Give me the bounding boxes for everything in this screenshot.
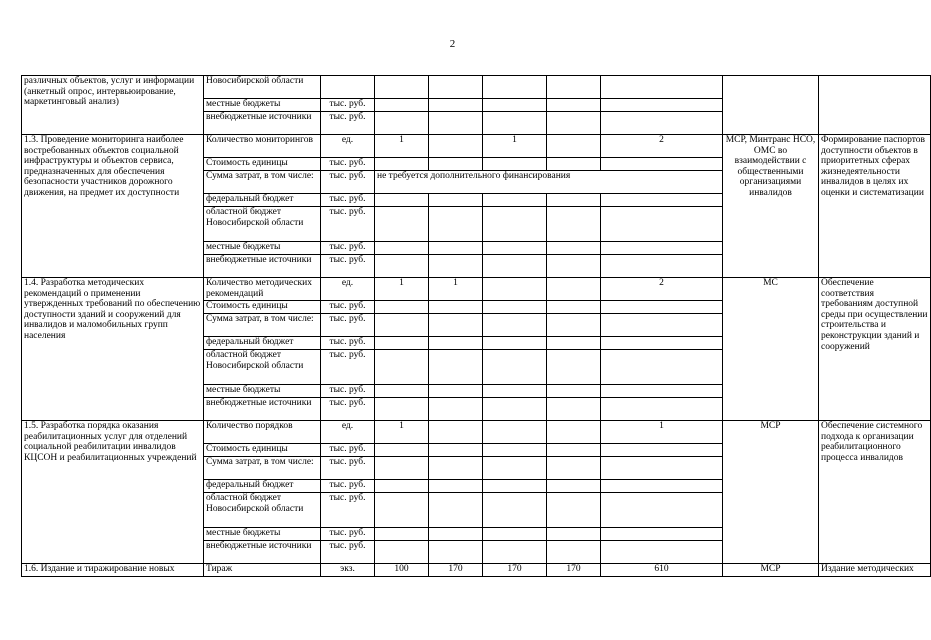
unit-cell: тыс. руб. (321, 337, 375, 350)
value-cell (483, 337, 547, 350)
indicator-cell: областной бюджет Новосибирской области (204, 207, 321, 242)
value-cell (375, 76, 429, 99)
value-cell (375, 444, 429, 457)
indicator-cell: Сумма затрат, в том числе: (204, 457, 321, 480)
value-cell (429, 135, 483, 158)
value-cell (483, 112, 547, 135)
unit-cell: экз. (321, 564, 375, 577)
value-cell (547, 194, 601, 207)
value-cell (429, 301, 483, 314)
task-cell: 1.3. Проведение мониторинга наиболее востребованных объектов социальной инфраструктуры и объектов сервиса, предназначенных для обеспечения безопасности участников дорожного движения, на предмет их доступности (22, 135, 204, 278)
value-cell (483, 398, 547, 421)
indicator-cell: Количество методических рекомендаций (204, 278, 321, 301)
result-cell: Обеспечение системного подхода к организации реабилитационного процесса инвалидов (819, 421, 931, 564)
value-cell (601, 398, 723, 421)
value-cell (429, 158, 483, 171)
value-cell (547, 158, 601, 171)
indicator-cell: Новосибирской области (204, 76, 321, 99)
value-cell (375, 255, 429, 278)
value-cell (547, 135, 601, 158)
unit-cell: ед. (321, 421, 375, 444)
value-cell (483, 76, 547, 99)
value-cell (375, 158, 429, 171)
value-cell (547, 541, 601, 564)
measures-table (21, 75, 931, 577)
value-cell (429, 242, 483, 255)
value-cell (601, 493, 723, 528)
value-cell (601, 301, 723, 314)
indicator-cell: внебюджетные источники (204, 112, 321, 135)
value-cell: 2 (601, 278, 723, 301)
value-cell (375, 493, 429, 528)
task-cell: 1.6. Издание и тиражирование новых (22, 564, 204, 577)
indicator-cell: внебюджетные источники (204, 255, 321, 278)
result-cell: Издание методических (819, 564, 931, 577)
unit-cell: тыс. руб. (321, 242, 375, 255)
unit-cell: тыс. руб. (321, 255, 375, 278)
value-cell (375, 337, 429, 350)
value-cell (483, 350, 547, 385)
value-cell (429, 385, 483, 398)
value-cell (547, 112, 601, 135)
unit-cell: тыс. руб. (321, 301, 375, 314)
indicator-cell: внебюджетные источники (204, 398, 321, 421)
table-row (22, 76, 931, 99)
value-cell (375, 398, 429, 421)
value-cell: 170 (547, 564, 601, 577)
value-cell (429, 480, 483, 493)
value-cell: 170 (483, 564, 547, 577)
value-cell (429, 444, 483, 457)
value-cell (375, 242, 429, 255)
value-cell (483, 444, 547, 457)
unit-cell: ед. (321, 135, 375, 158)
table-row (22, 278, 931, 301)
value-cell (429, 528, 483, 541)
value-cell (601, 314, 723, 337)
indicator-cell: местные бюджеты (204, 528, 321, 541)
result-cell: Обеспечение соответствия требованиям доступной среды при осуществлении строительства и реконструкции зданий и сооружений (819, 278, 931, 421)
value-cell (483, 194, 547, 207)
value-cell (601, 242, 723, 255)
unit-cell: тыс. руб. (321, 541, 375, 564)
value-cell (429, 255, 483, 278)
unit-cell: тыс. руб. (321, 444, 375, 457)
value-cell (483, 457, 547, 480)
unit-cell: тыс. руб. (321, 528, 375, 541)
value-cell: 170 (429, 564, 483, 577)
indicator-cell: местные бюджеты (204, 242, 321, 255)
executor-cell: МСР (723, 564, 819, 577)
value-cell (375, 541, 429, 564)
value-cell (547, 255, 601, 278)
value-cell (375, 301, 429, 314)
task-cell: различных объектов, услуг и информации (анкетный опрос, интервьюирование, маркетинговый анализ) (22, 76, 204, 135)
value-cell (483, 99, 547, 112)
unit-cell: тыс. руб. (321, 493, 375, 528)
value-cell (429, 398, 483, 421)
value-cell: 100 (375, 564, 429, 577)
unit-cell: тыс. руб. (321, 314, 375, 337)
value-cell (601, 112, 723, 135)
page-number: 2 (449, 38, 456, 50)
value-cell (375, 528, 429, 541)
value-cell (429, 76, 483, 99)
value-cell (483, 278, 547, 301)
value-cell (483, 158, 547, 171)
value-cell (483, 314, 547, 337)
indicator-cell: местные бюджеты (204, 99, 321, 112)
indicator-cell: федеральный бюджет (204, 480, 321, 493)
value-cell (429, 337, 483, 350)
value-cell (601, 528, 723, 541)
value-cell (601, 207, 723, 242)
value-cell (429, 112, 483, 135)
executor-cell: МС (723, 278, 819, 421)
value-cell (547, 207, 601, 242)
value-cell: 1 (375, 278, 429, 301)
value-cell (547, 457, 601, 480)
value-cell (547, 398, 601, 421)
value-cell (547, 76, 601, 99)
value-cell: 1 (483, 135, 547, 158)
indicator-cell: местные бюджеты (204, 385, 321, 398)
indicator-cell: внебюджетные источники (204, 541, 321, 564)
indicator-cell: Сумма затрат, в том числе: (204, 314, 321, 337)
executor-cell (723, 76, 819, 135)
indicator-cell: Стоимость единицы (204, 158, 321, 171)
value-cell (601, 350, 723, 385)
value-cell (483, 421, 547, 444)
value-cell (547, 480, 601, 493)
result-cell (819, 76, 931, 135)
value-cell (375, 457, 429, 480)
financing-note: не требуется дополнительного финансирования (375, 171, 723, 194)
value-cell (601, 444, 723, 457)
unit-cell: тыс. руб. (321, 99, 375, 112)
indicator-cell: Стоимость единицы (204, 301, 321, 314)
value-cell (601, 385, 723, 398)
unit-cell: тыс. руб. (321, 207, 375, 242)
indicator-cell: Сумма затрат, в том числе: (204, 171, 321, 194)
value-cell: 610 (601, 564, 723, 577)
value-cell (547, 444, 601, 457)
value-cell (483, 480, 547, 493)
value-cell (601, 99, 723, 112)
unit-cell: тыс. руб. (321, 350, 375, 385)
value-cell (601, 255, 723, 278)
value-cell (429, 541, 483, 564)
value-cell (601, 480, 723, 493)
value-cell (601, 337, 723, 350)
table-row (22, 564, 931, 577)
unit-cell: ед. (321, 278, 375, 301)
value-cell: 2 (601, 135, 723, 158)
value-cell (375, 194, 429, 207)
value-cell (547, 337, 601, 350)
indicator-cell: Количество порядков (204, 421, 321, 444)
value-cell (429, 314, 483, 337)
result-cell: Формирование паспортов доступности объектов в приоритетных сферах жизнедеятельности инвалидов в целях их оценки и систематизации (819, 135, 931, 278)
value-cell (375, 112, 429, 135)
unit-cell: тыс. руб. (321, 171, 375, 194)
indicator-cell: областной бюджет Новосибирской области (204, 350, 321, 385)
value-cell: 1 (601, 421, 723, 444)
executor-cell: МСР, Минтранс НСО, ОМС во взаимодействии с общественными организациями инвалидов (723, 135, 819, 278)
value-cell (483, 493, 547, 528)
value-cell (547, 421, 601, 444)
value-cell (601, 158, 723, 171)
value-cell (601, 76, 723, 99)
value-cell (375, 385, 429, 398)
value-cell (547, 278, 601, 301)
executor-cell: МСР (723, 421, 819, 564)
indicator-cell: федеральный бюджет (204, 337, 321, 350)
value-cell (375, 207, 429, 242)
value-cell (601, 457, 723, 480)
value-cell (547, 301, 601, 314)
table-row (22, 135, 931, 158)
value-cell (483, 207, 547, 242)
indicator-cell: Стоимость единицы (204, 444, 321, 457)
task-cell: 1.4. Разработка методических рекомендаций о применении утвержденных требований по обеспечению доступности зданий и сооружений для инвалидов и маломобильных групп населения (22, 278, 204, 421)
unit-cell: тыс. руб. (321, 158, 375, 171)
value-cell (547, 314, 601, 337)
value-cell (547, 242, 601, 255)
unit-cell: тыс. руб. (321, 112, 375, 135)
value-cell (547, 528, 601, 541)
value-cell (483, 528, 547, 541)
indicator-cell: Количество мониторингов (204, 135, 321, 158)
value-cell (375, 314, 429, 337)
value-cell (483, 541, 547, 564)
value-cell (483, 385, 547, 398)
value-cell: 1 (375, 421, 429, 444)
value-cell (429, 350, 483, 385)
value-cell (547, 385, 601, 398)
value-cell (483, 255, 547, 278)
value-cell: 1 (375, 135, 429, 158)
value-cell (547, 350, 601, 385)
value-cell (601, 541, 723, 564)
value-cell (375, 480, 429, 493)
value-cell (547, 493, 601, 528)
indicator-cell: федеральный бюджет (204, 194, 321, 207)
unit-cell: тыс. руб. (321, 457, 375, 480)
indicator-cell: Тираж (204, 564, 321, 577)
value-cell (375, 99, 429, 112)
value-cell (483, 301, 547, 314)
value-cell: 1 (429, 278, 483, 301)
value-cell (429, 207, 483, 242)
value-cell (429, 99, 483, 112)
value-cell (483, 242, 547, 255)
unit-cell: тыс. руб. (321, 480, 375, 493)
unit-cell: тыс. руб. (321, 385, 375, 398)
value-cell (429, 194, 483, 207)
table-row (22, 421, 931, 444)
indicator-cell: областной бюджет Новосибирской области (204, 493, 321, 528)
unit-cell (321, 76, 375, 99)
value-cell (429, 421, 483, 444)
unit-cell: тыс. руб. (321, 398, 375, 421)
value-cell (547, 99, 601, 112)
value-cell (429, 493, 483, 528)
value-cell (375, 350, 429, 385)
unit-cell: тыс. руб. (321, 194, 375, 207)
value-cell (429, 457, 483, 480)
task-cell: 1.5. Разработка порядка оказания реабилитационных услуг для отделений социальной реабилитации инвалидов КЦСОН и реабилитационных учреждений (22, 421, 204, 564)
value-cell (601, 194, 723, 207)
